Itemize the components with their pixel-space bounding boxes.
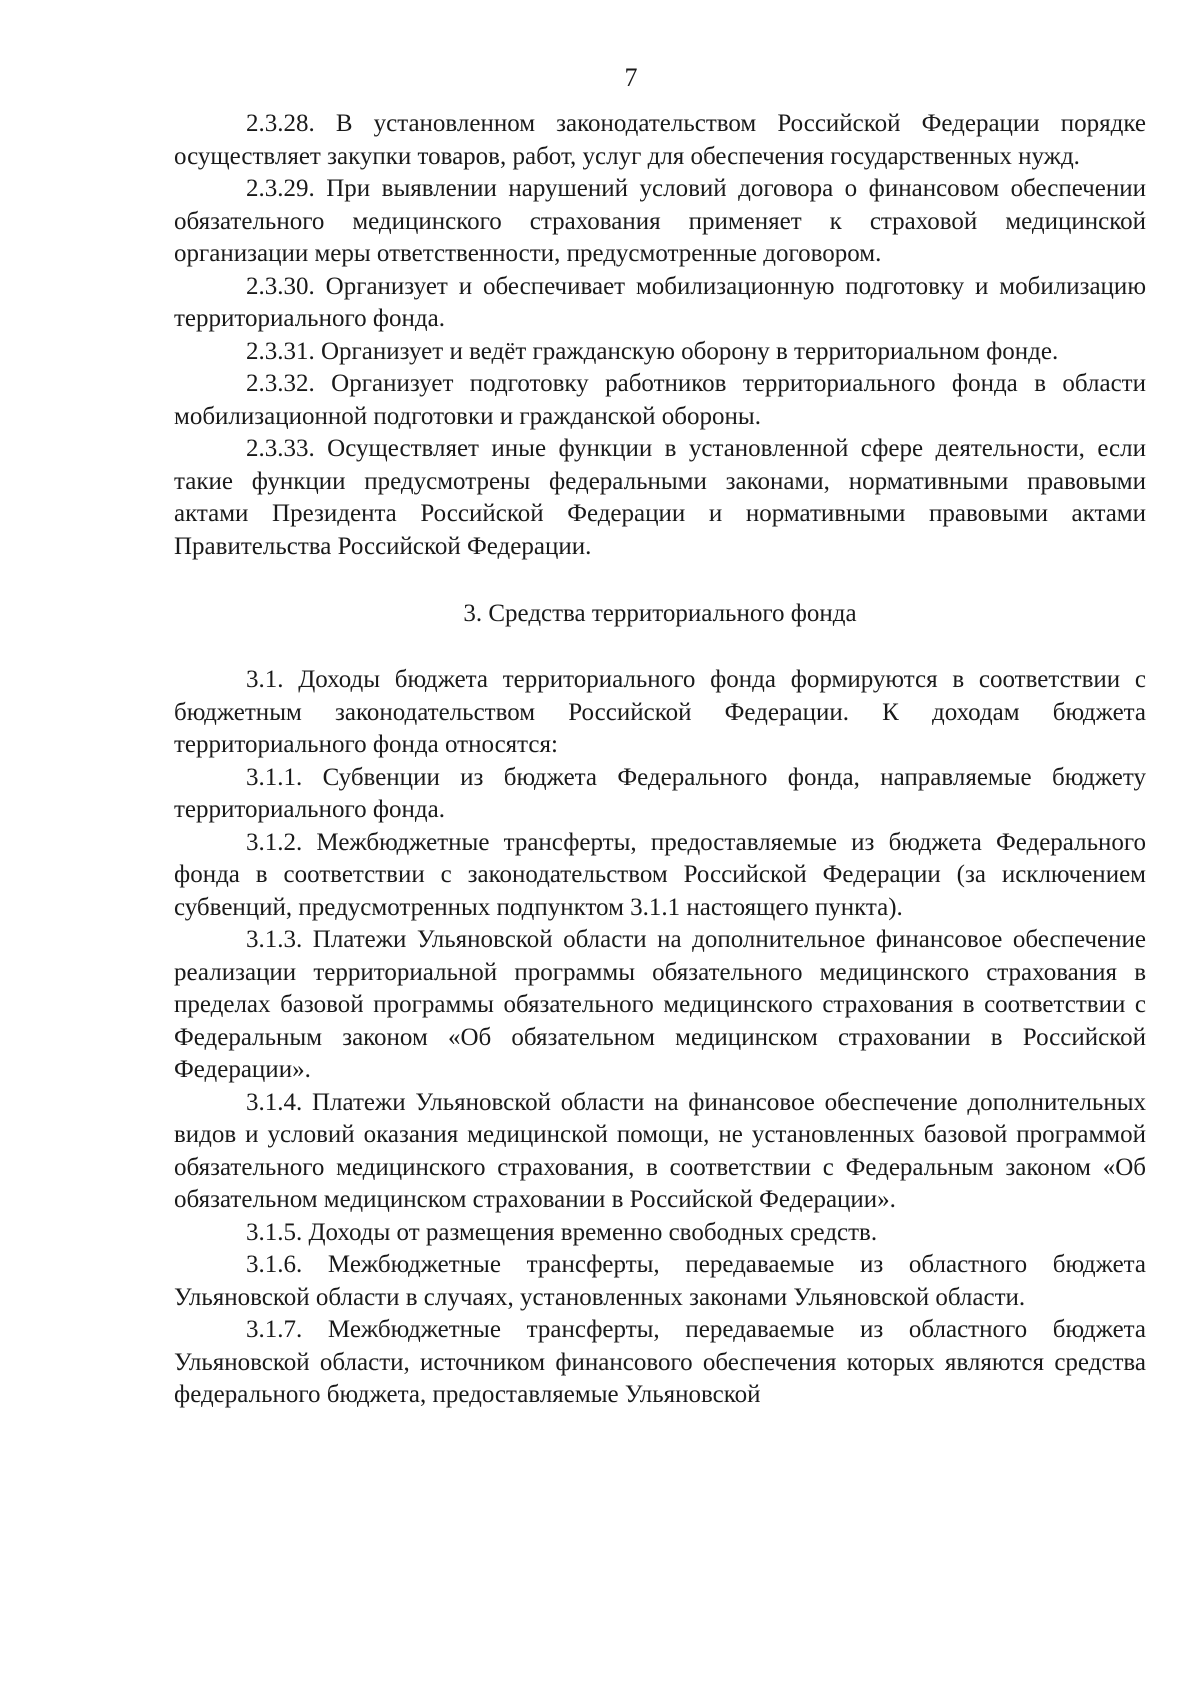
paragraph-3-1: 3.1. Доходы бюджета территориального фонда формируются в соответствии с бюджетным законодательством Российской Федерации. К доходам бюджета территориального фонда относятся: [174, 666, 1146, 758]
paragraph-3-1-3: 3.1.3. Платежи Ульяновской области на дополнительное финансовое обеспечение реализации территориальной программы обязательного медицинского страхования в пределах базовой программы обязательного медицинского страхования в соответствии с Федеральным законом «Об обязательном медицинском страховании в Российской Федерации». [174, 926, 1146, 1083]
paragraph-3-1-6: 3.1.6. Межбюджетные трансферты, передаваемые из областного бюджета Ульяновской области в случаях, установленных законами Ульяновской области. [174, 1251, 1146, 1311]
paragraph-2-3-28: 2.3.28. В установленном законодательством Российской Федерации порядке осуществляет закупки товаров, работ, услуг для обеспечения государственных нужд. [174, 110, 1146, 170]
paragraph-3-1-4: 3.1.4. Платежи Ульяновской области на финансовое обеспечение дополнительных видов и условий оказания медицинской помощи, не установленных базовой программой обязательного медицинского страхования, в соответствии с Федеральным законом «Об обязательном медицинском страховании в Российской Федерации». [174, 1088, 1146, 1213]
paragraph-2-3-33: 2.3.33. Осуществляет иные функции в установленной сфере деятельности, если такие функции предусмотрены федеральными законами, нормативными правовыми актами Президента Российской Федерации и нормативными правовыми актами Правительства Российской Федерации. [174, 435, 1146, 560]
section-heading: 3. Средства территориального фонда [463, 600, 857, 627]
paragraph-2-3-29: 2.3.29. При выявлении нарушений условий договора о финансовом обеспечении обязательного медицинского страхования применяет к страховой медицинской организации меры ответственности, предусмотренные договором. [174, 175, 1146, 267]
paragraphs-before-heading [174, 108, 1146, 563]
paragraph-2-3-31: 2.3.31. Организует и ведёт гражданскую оборону в территориальном фонде. [246, 337, 1059, 365]
paragraph-3-1-5: 3.1.5. Доходы от размещения временно свободных средств. [246, 1218, 878, 1246]
paragraph-3-1-2: 3.1.2. Межбюджетные трансферты, предоставляемые из бюджета Федерального фонда в соответствии с законодательством Российской Федерации (за исключением субвенций, предусмотренных подпунктом 3.1.1 настоящего пункта). [174, 828, 1146, 921]
document-body [174, 108, 1146, 1412]
paragraph-3-1-1: 3.1.1. Субвенции из бюджета Федерального фонда, направляемые бюджету территориального фонда. [174, 763, 1146, 823]
paragraphs-after-heading [174, 664, 1146, 1412]
page-number: 7 [624, 63, 638, 92]
paragraph-3-1-7: 3.1.7. Межбюджетные трансферты, передаваемые из областного бюджета Ульяновской области, источником финансового обеспечения которых являются средства федерального бюджета, предоставляемые Ульяновской [174, 1316, 1146, 1408]
paragraph-2-3-30: 2.3.30. Организует и обеспечивает мобилизационную подготовку и мобилизацию территориального фонда. [174, 272, 1146, 332]
paragraph-2-3-32: 2.3.32. Организует подготовку работников территориального фонда в области мобилизационной подготовки и гражданской обороны. [174, 370, 1146, 430]
